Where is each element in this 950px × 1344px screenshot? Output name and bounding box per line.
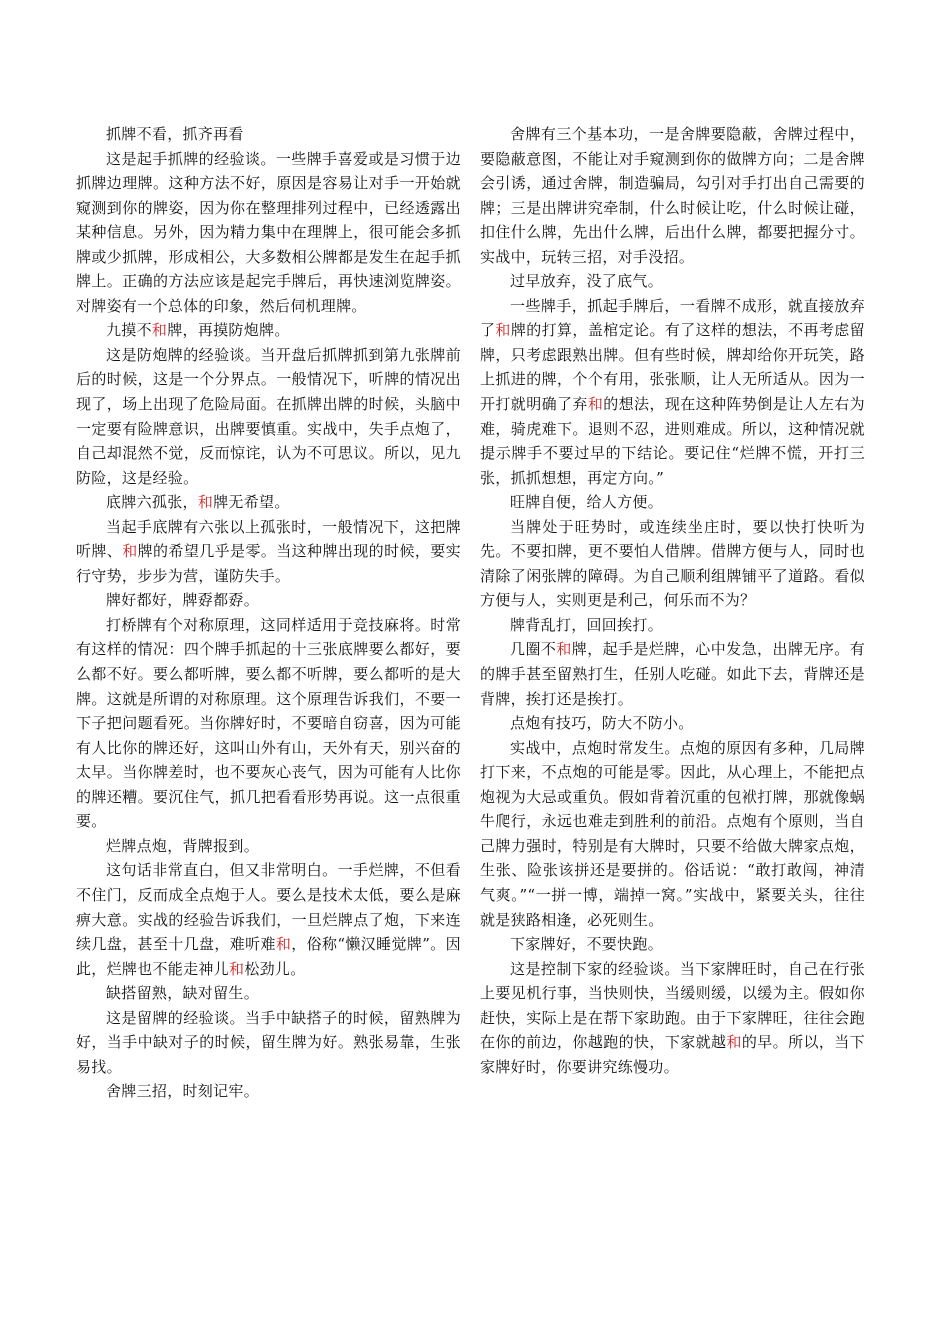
text-run: 这是留牌的经验谈。当手中缺搭子的时候，留熟牌为好，当手中缺对子的时候，留生牌为好。熟张易靠，生张易找。 — [76, 1008, 461, 1076]
section-heading — [76, 834, 461, 859]
section-heading — [76, 588, 461, 613]
text-run: 实战中，点炮时常发生。点炮的原因有多种，几局牌打下来，不点炮的可能是零。因此，从心理上，不能把点炮视为大忌或重负。假如背着沉重的包袱打牌，那就像蜗牛爬行，永远也难走到胜利的前沿。点炮有个原则，当自己牌力强时，特别是有大牌时，只要不给做大牌家点炮，生张、险张该拼还是要拼的。俗话说：“敢打敢闯，神清气爽。”“一拼一博，端掉一窝。”实战中，紧要关头，往往就是狭路相逢，必死则生。 — [480, 738, 865, 929]
right-column — [480, 122, 865, 1079]
section-heading — [76, 1079, 461, 1104]
text-run: 这是控制下家的经验谈。当下家牌旺时，自己在行张上要见机行事，当快则快，当缓则缓，以缓为主。假如你赶快，实际上是在帮下家助跑。由于下家牌旺，往往会跑在你的前边，你越跑的快，下家就越 — [480, 959, 865, 1052]
body-paragraph — [480, 122, 865, 269]
text-run: 底牌六孤张， — [106, 493, 198, 512]
section-heading — [76, 981, 461, 1006]
highlight-text: 和 — [587, 395, 604, 414]
body-paragraph — [76, 343, 461, 490]
section-heading — [76, 122, 461, 147]
body-paragraph — [480, 294, 865, 490]
text-run: 舍牌三招，时刻记牢。 — [106, 1082, 260, 1101]
text-run: 牌无希望。 — [213, 493, 290, 512]
text-run: 的早。所以，当下家牌好时，你要讲究练慢功。 — [480, 1033, 865, 1076]
text-run: 牌好都好，牌孬都孬。 — [106, 591, 260, 610]
body-paragraph — [76, 1006, 461, 1080]
text-run: 缺搭留熟，缺对留生。 — [106, 984, 260, 1003]
highlight-text: 和 — [229, 959, 245, 978]
text-run: 当起手底牌有六张以上孤张时，一般情况下，这把牌听牌、 — [76, 517, 461, 561]
text-run: 松劲儿。 — [244, 959, 306, 978]
highlight-text: 和 — [122, 542, 138, 561]
section-heading — [480, 613, 865, 638]
text-run: 几圈不 — [510, 640, 557, 659]
text-run: 牌，再摸防炮牌。 — [167, 321, 290, 340]
highlight-text: 和 — [726, 1033, 742, 1052]
left-column — [76, 122, 461, 1104]
text-run: 这是防炮牌的经验谈。当开盘后抓牌抓到第九张牌前后的时候，这是一个分界点。一般情况下，听牌的情况出现了，场上出现了危险局面。在抓牌出牌的时候，头脑中一定要有险牌意识，出牌要慎重。实战中，失手点炮了，自己却混然不觉，反而惊诧，认为不可思议。所以，见九防险，这是经验。 — [76, 345, 461, 487]
body-paragraph — [76, 613, 461, 834]
text-run: 打桥牌有个对称原理，这同样适用于竞技麻将。时常有这样的情况：四个牌手抓起的十三张底牌要么都好，要么都不好。要么都听牌，要么都不听牌，要么都听的是大牌。这就是所谓的对称原理。这个原理告诉我们，不要一下子把问题看死。当你牌好时，不要暗自窃喜，因为可能有人比你的牌还好，这叫山外有山，天外有天，别兴奋的太早。当你牌差时，也不要灰心丧气，因为可能有人比你的牌还糟。要沉住气，抓几把看看形势再说。这一点很重要。 — [76, 615, 461, 831]
highlight-text: 和 — [197, 493, 214, 512]
text-run: 牌背乱打，回回挨打。 — [510, 615, 664, 634]
section-heading — [480, 711, 865, 736]
section-heading — [480, 932, 865, 957]
section-heading — [76, 318, 461, 343]
body-paragraph — [480, 637, 865, 711]
text-run: 这句话非常直白，但又非常明白。一手烂牌，不但看不住门，反而成全点炮于人。要么是技术太低，要么是麻痹大意。实战的经验告诉我们，一旦烂牌点了炮，下来连续几盘，甚至十几盘，难听难 — [76, 861, 461, 954]
highlight-text: 和 — [556, 640, 572, 659]
highlight-text: 和 — [151, 321, 168, 340]
highlight-text: 和 — [495, 321, 511, 340]
text-run: 牌的希望几乎是零。当这种牌出现的时候，要实行守势，步步为营，谨防失手。 — [76, 542, 461, 585]
body-paragraph — [76, 147, 461, 319]
text-run: 牌，起手是烂牌，心中发急，出牌无序。有的牌手甚至留熟打生，任别人吃碰。如此下去，背牌还是背牌，挨打还是挨打。 — [480, 640, 866, 708]
body-paragraph — [480, 515, 865, 613]
text-run: 舍牌有三个基本功，一是舍牌要隐蔽，舍牌过程中，要隐蔽意图，不能让对手窥测到你的做牌方向；二是舍牌会引诱，通过舍牌，制造骗局，勾引对手打出自己需要的牌；三是出牌讲究牵制，什么时候让吃，什么时候让碰，扣住什么牌，先出什么牌，后出什么牌，都要把握分寸。实战中，玩转三招，对手没招。 — [480, 125, 865, 266]
text-run: 过早放弃，没了底气。 — [510, 272, 664, 291]
text-run: 的想法，现在这种阵势倒是让人左右为难，骑虎难下。退则不忍，进则难成。所以，这种情况就提示牌手不要过早的下结论。要记住“烂牌不慌，开打三张，抓抓想想，再定方向。” — [480, 395, 865, 487]
text-run: 这是起手抓牌的经验谈。一些牌手喜爱或是习惯于边抓牌边理牌。这种方法不好，原因是容易让对手一开始就窥测到你的牌姿，因为你在整理排列过程中，已经透露出某种信息。另外，因为精力集中在理牌上，很可能会多抓牌或少抓牌，形成相公，大多数相公牌都是发生在起手抓牌上。正确的方法应该是起完手牌后，再快速浏览牌姿。对牌姿有一个总体的印象，然后伺机理牌。 — [76, 149, 461, 315]
highlight-text: 和 — [275, 935, 292, 954]
body-paragraph — [480, 736, 865, 932]
text-run: 点炮有技巧，防大不防小。 — [510, 714, 694, 733]
body-paragraph — [76, 515, 461, 589]
text-run: 当牌处于旺势时，或连续坐庄时，要以快打快听为先。不要扣牌，更不要怕人借牌。借牌方便与人，同时也清除了闲张牌的障碍。为自己顺利组牌铺平了道路。看似方便与人，实则更是利己，何乐而不为？ — [480, 517, 865, 610]
text-run: ，俗称“懒汉睡觉牌”。因此，烂牌也不能走神儿 — [76, 935, 461, 978]
text-run: 牌的打算，盖棺定论。有了这样的想法，不再考虑留牌，只考虑跟熟出牌。但有些时候，牌却给你开玩笑，路上抓进的牌，个个有用，张张顺，让人无所适从。因为一开打就明确了弃 — [480, 321, 865, 414]
text-run: 下家牌好，不要快跑。 — [510, 935, 664, 954]
body-paragraph — [76, 858, 461, 981]
text-run: 抓牌不看，抓齐再看 — [106, 125, 244, 143]
text-run: 旺牌自便，给人方便。 — [510, 493, 664, 512]
text-run: 九摸不 — [106, 321, 152, 340]
section-heading — [480, 269, 865, 294]
section-heading — [480, 490, 865, 515]
section-heading — [76, 490, 461, 515]
text-run: 烂牌点炮，背牌报到。 — [106, 836, 260, 855]
text-run: 一些牌手，抓起手牌后，一看牌不成形，就直接放弃了 — [480, 296, 865, 340]
body-paragraph — [480, 957, 865, 1080]
